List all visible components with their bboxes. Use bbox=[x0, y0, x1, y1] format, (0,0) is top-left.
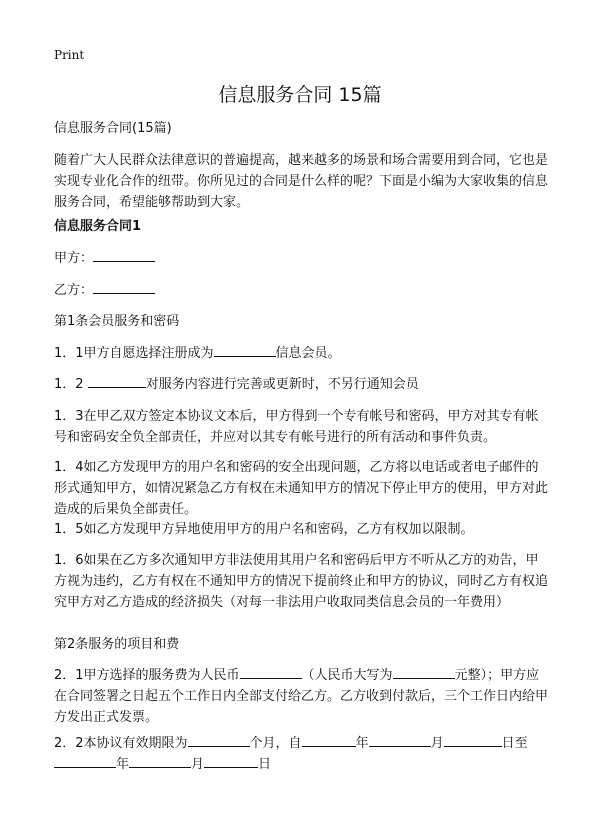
clause-1-3: 1．3在甲乙双方签定本协议文本后，甲方得到一个专有帐号和密码，甲方对其专有帐号和密码安全负全部责任，并应对以其专有帐号进行的所有活动和事件负责。 bbox=[54, 409, 539, 445]
party-a-blank bbox=[93, 248, 155, 262]
article-2-title: 第2条服务的项目和费 bbox=[54, 637, 180, 652]
clause-2-2-from: 个月，自 bbox=[249, 736, 302, 751]
clause-2-1-text: 2．1甲方选择的服务费为人民币 bbox=[54, 668, 240, 683]
end-month-blank bbox=[129, 754, 191, 768]
party-b-blank bbox=[93, 280, 155, 294]
clause-2-2 bbox=[54, 733, 550, 775]
clause-2-1-text-end: 元整）；甲方应在合同签署之日起五个工作日内全部支付给乙方。乙方收到付款后，三个工作日内给甲方发出正式发票。 bbox=[54, 668, 549, 725]
party-b-label: 乙方： bbox=[54, 283, 94, 298]
clause-1-1-text: 1．1甲方自愿选择注册成为 bbox=[54, 346, 214, 361]
term-months-blank bbox=[188, 733, 250, 747]
section-heading: 信息服务合同1 bbox=[54, 219, 142, 234]
clause-1-5: 1．5如乙方发现甲方异地使用甲方的用户名和密码，乙方有权加以限制。 bbox=[54, 522, 474, 537]
party-a-label: 甲方： bbox=[54, 251, 94, 266]
page-title: 信息服务合同 15篇 bbox=[218, 84, 382, 106]
clause-1-4: 1．4如乙方发现甲方的用户名和密码的安全出现问题，乙方将以电话或者电子邮件的形式通知甲方，如情况紧急乙方有权在未通知甲方的情况下停止甲方的使用，甲方对此造成的后果负全部责任。 bbox=[54, 460, 549, 517]
fee-uppercase-blank bbox=[393, 665, 455, 679]
clause-1-6: 1．6如果在乙方多次通知甲方非法使用其用户名和密码后甲方不听从乙方的劝告，甲方视为违约，乙方有权在不通知甲方的情况下提前终止和甲方的协议，同时乙方有权追究甲方对乙方造成的经济损失（对每一非法用户收取同类信息会员的一年费用） bbox=[54, 553, 549, 610]
clause-1-2-text-end: 对服务内容进行完善或更新时，不另行通知会员 bbox=[145, 377, 419, 392]
party-b-line bbox=[54, 280, 550, 301]
article-1-title: 第1条会员服务和密码 bbox=[54, 314, 180, 329]
clause-1-2-text: 1．2 bbox=[54, 377, 84, 392]
start-day-blank bbox=[444, 733, 502, 747]
end-day-blank bbox=[204, 754, 258, 768]
start-month-blank bbox=[369, 733, 431, 747]
end-year-label: 年 bbox=[116, 757, 130, 772]
year-label: 年 bbox=[355, 736, 369, 751]
end-year-blank bbox=[54, 754, 116, 768]
print-label: Print bbox=[54, 48, 85, 62]
start-year-blank bbox=[302, 733, 356, 747]
clause-1-1-blank bbox=[214, 343, 276, 357]
clause-2-2-text: 2．2本协议有效期限为 bbox=[54, 736, 188, 751]
end-month-label: 月 bbox=[191, 757, 205, 772]
month-label: 月 bbox=[430, 736, 444, 751]
clause-2-1 bbox=[54, 665, 550, 728]
end-day-label: 日 bbox=[258, 757, 272, 772]
clause-1-1-text-end: 信息会员。 bbox=[275, 346, 341, 361]
day-to-label: 日至 bbox=[501, 736, 528, 751]
party-a-line bbox=[54, 248, 550, 269]
clause-1-1 bbox=[54, 343, 550, 364]
intro-paragraph: 随着广大人民群众法律意识的普遍提高，越来越多的场景和场合需要用到合同，它也是实现专业化合作的纽带。你所见过的合同是什么样的呢？下面是小编为大家收集的信息服务合同，希望能够帮助到大家。 bbox=[54, 153, 549, 210]
clause-1-2-blank bbox=[88, 374, 146, 388]
document-subtitle: 信息服务合同(15篇) bbox=[54, 121, 172, 136]
clause-1-2 bbox=[54, 374, 550, 395]
fee-amount-blank bbox=[240, 665, 302, 679]
clause-2-1-text-mid: （人民币大写为 bbox=[301, 668, 393, 683]
